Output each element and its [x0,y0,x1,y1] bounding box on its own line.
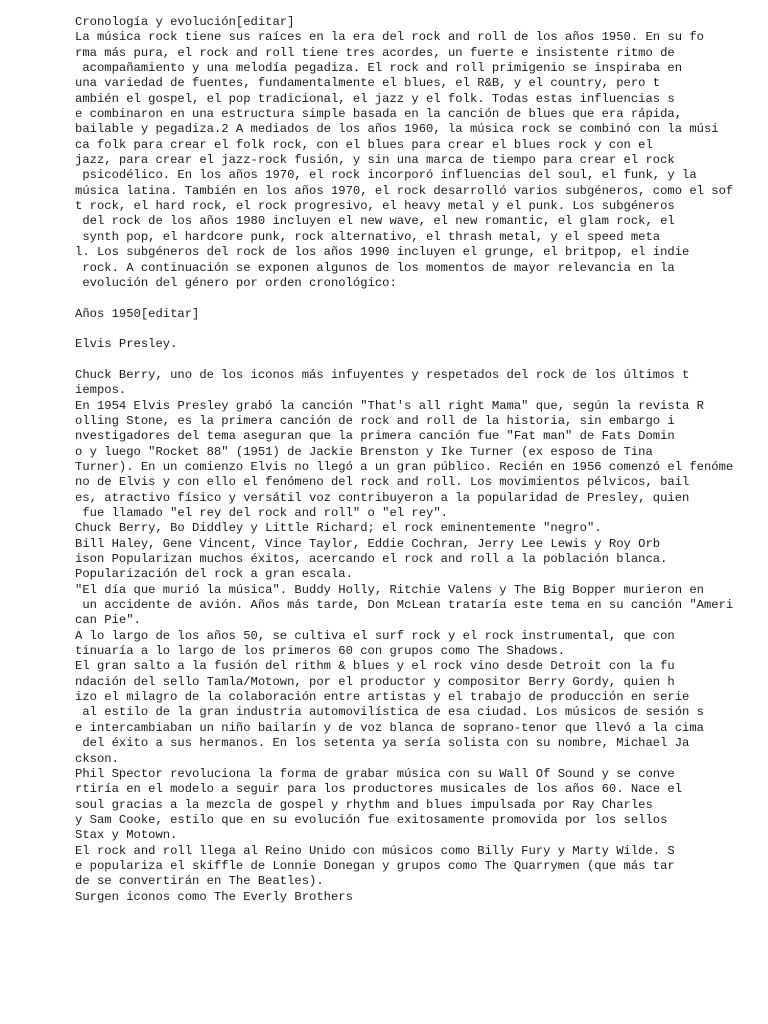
text-line: iempos. [75,383,127,398]
text-line: El rock and roll llega al Reino Unido con músicos como Billy Fury y Marty Wilde. S [75,843,675,858]
text-line [75,291,755,306]
text-line: ndación del sello Tamla/Motown, por el productor y compositor Berry Gordy, quien h [75,674,675,689]
text-line: rtiría en el modelo a seguir para los productores musicales de los años 60. Nace el [75,782,683,797]
text-line: ckson. [75,751,119,766]
text-line: can Pie". [75,613,141,628]
text-line: Elvis Presley. [75,337,178,352]
text-line: Chuck Berry, Bo Diddley y Little Richard; el rock eminentemente "negro". [75,521,602,536]
text-line: un accidente de avión. Años más tarde, Don McLean trataría este tema en su canción "Ameri [75,598,734,613]
text-line: y Sam Cooke, estilo que en su evolución fue exitosamente promovida por los sellos [75,812,668,827]
text-line: Phil Spector revoluciona la forma de grabar música con su Wall Of Sound y se conve [75,766,675,781]
text-line: Cronología y evolución[editar] [75,15,295,29]
text-line: La música rock tiene sus raíces en la era del rock and roll de los años 1950. En su fo [75,30,704,45]
text-line: jazz, para crear el jazz-rock fusión, y sin una marca de tiempo para crear el rock [75,153,675,168]
text-line: Años 1950[editar] [75,306,200,321]
text-line: rma más pura, el rock and roll tiene tres acordes, un fuerte e insistente ritmo de [75,45,675,60]
text-line: El gran salto a la fusión del rithm & blues y el rock vino desde Detroit con la fu [75,659,675,674]
text-line: Chuck Berry, uno de los iconos más infuyentes y respetados del rock de los últimos t [75,367,690,382]
text-line [75,322,755,337]
text-line: Stax y Motown. [75,828,178,843]
text-line: t rock, el hard rock, el rock progresivo, el heavy metal y el punk. Los subgéneros [75,199,675,214]
text-line [75,353,755,368]
text-line: del éxito a sus hermanos. En los setenta ya sería solista con su nombre, Michael Ja [75,736,690,751]
text-line: evolución del género por orden cronológico: [75,275,397,290]
text-line: es, atractivo físico y versátil voz contribuyeron a la popularidad de Presley, quien [75,490,690,505]
text-line: nvestigadores del tema aseguran que la primera canción fue "Fat man" de Fats Domin [75,429,675,444]
text-line: soul gracias a la mezcla de gospel y rhythm and blues impulsada por Ray Charles [75,797,653,812]
text-line: Surgen iconos como The Everly Brothers [75,889,353,904]
text-line: ison Popularizan muchos éxitos, acercando el rock and roll a la población blanca. [75,552,668,567]
text-line: olling Stone, es la primera canción de rock and roll de la historia, sin embargo i [75,413,675,428]
text-line: En 1954 Elvis Presley grabó la canción "That's all right Mama" que, según la revista R [75,398,704,413]
text-line: rock. A continuación se exponen algunos de los momentos de mayor relevancia en la [75,260,675,275]
text-line: l. Los subgéneros del rock de los años 1990 incluyen el grunge, el britpop, el indie [75,245,690,260]
text-line: e combinaron en una estructura simple basada en la canción de blues que era rápida, [75,107,683,122]
text-line: acompañamiento y una melodía pegadiza. El rock and roll primigenio se inspiraba en [75,61,683,76]
text-line: synth pop, el hardcore punk, rock alternativo, el thrash metal, y el speed meta [75,229,661,244]
text-line: música latina. También en los años 1970, el rock desarrolló varios subgéneros, como el sof [75,183,734,198]
text-line: Bill Haley, Gene Vincent, Vince Taylor, Eddie Cochran, Jerry Lee Lewis y Roy Orb [75,536,661,551]
text-line: una variedad de fuentes, fundamentalmente el blues, el R&B, y el country, pero t [75,76,661,91]
text-line: o y luego "Rocket 88" (1951) de Jackie Brenston y Ike Turner (ex esposo de Tina [75,444,653,459]
text-line: de se convertirán en The Beatles). [75,874,324,889]
text-line: izo el milagro de la colaboración entre artistas y el trabajo de producción en serie [75,690,690,705]
text-line: psicodélico. En los años 1970, el rock incorporó influencias del soul, el funk, y la [75,168,697,183]
text-line: Popularización del rock a gran escala. [75,567,353,582]
text-line: A lo largo de los años 50, se cultiva el surf rock y el rock instrumental, que con [75,628,675,643]
text-line: al estilo de la gran industria automovilística de esa ciudad. Los músicos de sesión s [75,705,704,720]
text-line: fue llamado "el rey del rock and roll" o "el rey". [75,506,448,520]
text-line: no de Elvis y con ello el fenómeno del rock and roll. Los movimientos pélvicos, bail [75,475,690,490]
text-line: del rock de los años 1980 incluyen el new wave, el new romantic, el glam rock, el [75,214,675,229]
text-line: e intercambiaban un niño bailarín y de voz blanca de soprano-tenor que llevó a la cima [75,720,704,735]
text-line: tinuaría a lo largo de los primeros 60 con grupos como The Shadows. [75,644,566,659]
text-line: ambién el gospel, el pop tradicional, el jazz y el folk. Todas estas influencias s [75,91,675,106]
text-line: "El día que murió la música". Buddy Holly, Ritchie Valens y The Big Bopper murieron en [75,582,704,597]
text-line: bailable y pegadiza.2 A mediados de los años 1960, la música rock se combinó con la músi [75,122,719,137]
text-line: Turner). En un comienzo Elvis no llegó a un gran público. Recién en 1956 comenzó el fenóme [75,459,734,474]
document-text [75,15,755,905]
text-line: ca folk para crear el folk rock, con el blues para crear el blues rock y con el [75,137,653,152]
text-line: e populariza el skiffle de Lonnie Donegan y grupos como The Quarrymen (que más tar [75,858,675,873]
